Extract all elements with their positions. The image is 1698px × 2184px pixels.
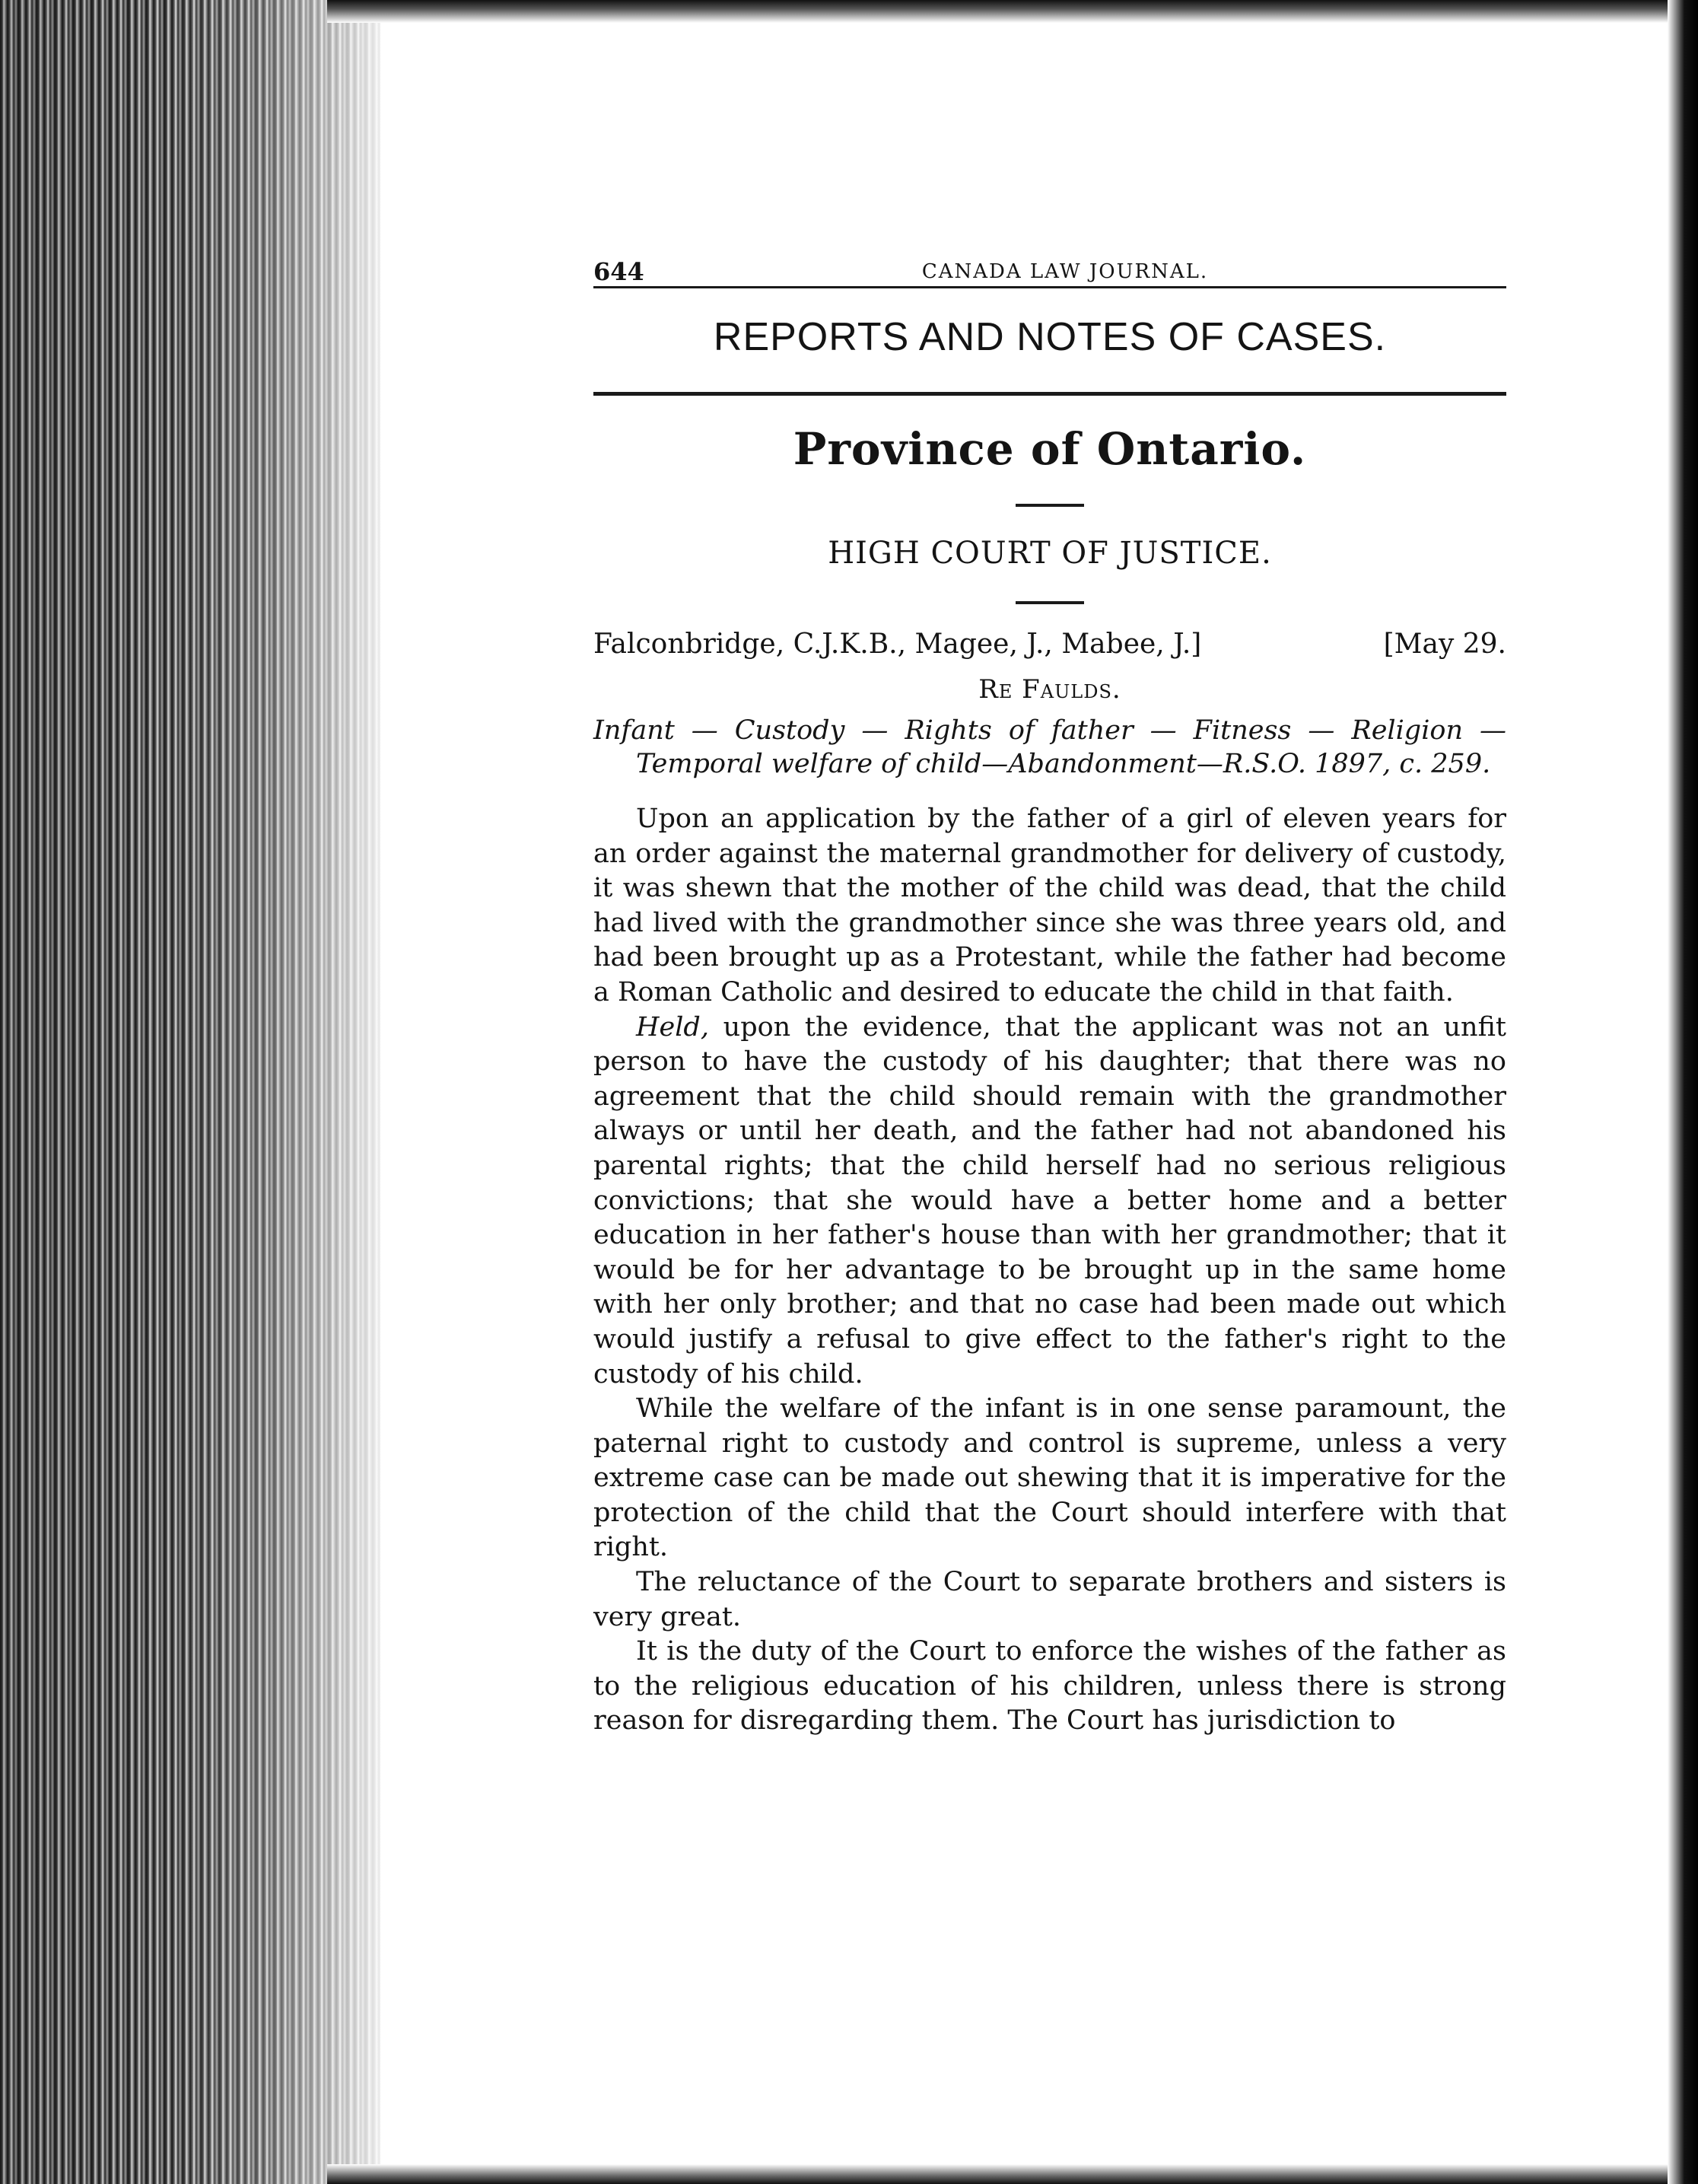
- held-lead: Held,: [636, 1011, 709, 1043]
- paragraph-5: It is the duty of the Court to enforce the wishes of the father as to the religious education of his children, unless there is strong reason for disregarding them. The Court has jurisdiction to: [593, 1636, 1506, 1737]
- bench-line: [593, 629, 1506, 670]
- scan-edge-right: [1668, 0, 1698, 2184]
- paragraph-4: The reluctance of the Court to separate brothers and sisters is very great.: [593, 1567, 1506, 1632]
- header-rule: [593, 286, 1506, 288]
- scan-edge-bottom: [327, 2164, 1668, 2184]
- journal-title: CANADA LAW JOURNAL.: [921, 260, 1209, 283]
- scan-edge-top: [327, 0, 1668, 23]
- section-title: REPORTS AND NOTES OF CASES.: [713, 315, 1387, 359]
- judges: Falconbridge, C.J.K.B., Magee, J., Mabee, J.]: [593, 629, 1202, 660]
- book-spine-gutter: [0, 0, 380, 2184]
- province-heading: Province of Ontario.: [793, 423, 1307, 475]
- paragraph-2: Held, upon the evidence, that the applicant was not an unfit person to have the custody of his daughter; that there was no agreement that the child should remain with the grandmother always or until her death, and the father had not abandoned his parental rights; that the child herself had no serious religious convictions; that she would have a better home and a better education in her father's house than with her grandmother; that it would be for her advantage to be brought up in the same home with her only brother; and that no case had been made out which would justify a refusal to give effect to the father's right to the custody of his child.: [593, 1011, 1506, 1390]
- paragraph-1: Upon an application by the father of a girl of eleven years for an order against the maternal grandmother for delivery of custody, it was shewn that the mother of the child was dead, that the child had lived with the grandmother since she was three years old, and had been brought up as a Protestant, while the father had become a Roman Catholic and desired to educate the child in that faith.: [593, 804, 1506, 1008]
- short-rule-2: [1016, 601, 1084, 604]
- running-head: [593, 251, 1506, 286]
- short-rule-1: [1016, 504, 1084, 507]
- headnote: Infant — Custody — Rights of father — Fitness — Religion — Temporal welfare of child—Abandonment—R.S.O. 1897, c. 259.: [593, 715, 1506, 779]
- decision-date: [May 29.: [1383, 629, 1506, 660]
- page-number: 644: [593, 257, 644, 286]
- case-name: Re Faulds.: [978, 674, 1121, 705]
- paragraph-3: While the welfare of the infant is in one sense paramount, the paternal right to custody and control is supreme, unless a very extreme case can be made out shewing that it is imperative for the protection of the child that the Court should interfere with that right.: [593, 1393, 1506, 1563]
- court-heading: HIGH COURT OF JUSTICE.: [828, 536, 1272, 571]
- page-content: [593, 251, 1506, 1739]
- section-rule: [593, 392, 1506, 396]
